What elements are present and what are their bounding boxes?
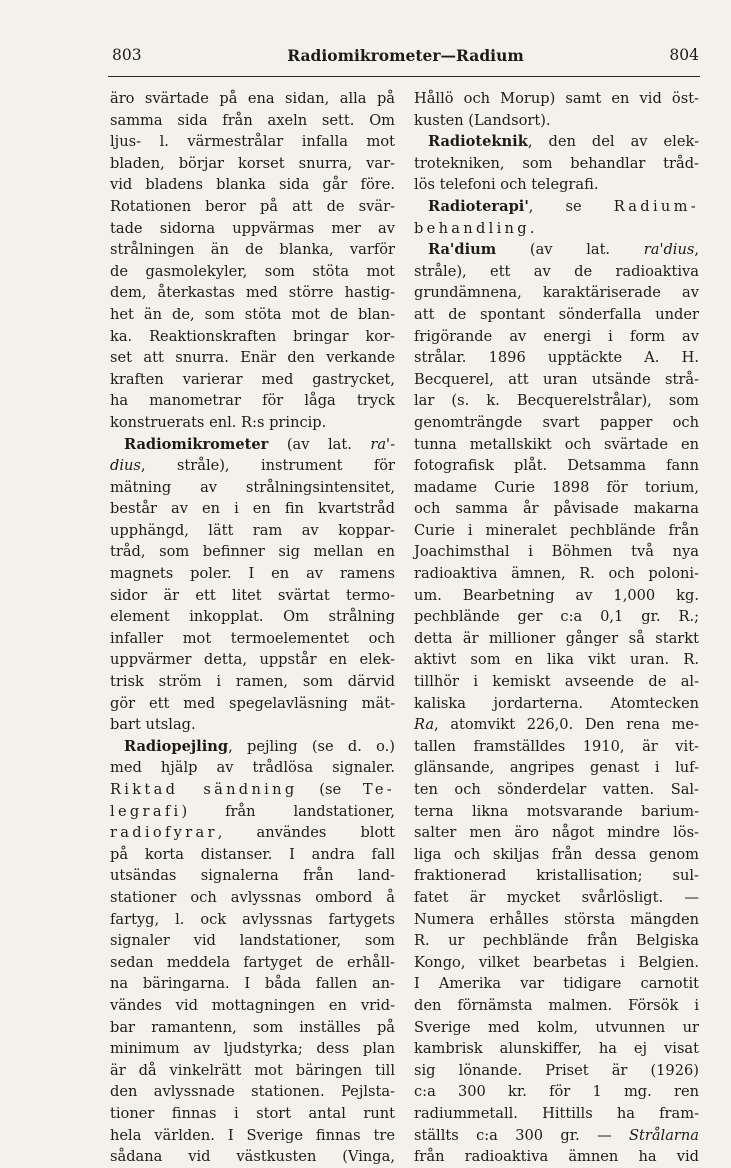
text-line: upphängd, lätt ram av koppar- [110,521,395,539]
header-rule [108,76,700,77]
text-line: de gasmolekyler, som stöta mot [110,262,395,280]
text-line: kaliska jordarterna. Atomtecken [414,694,699,712]
text-line: Numera erhålles största mängden [414,910,699,928]
text-line: trisk ström i ramen, som därvid [110,673,395,691]
text-line: magnets poler. I en av ramens [110,565,395,583]
page-header [112,46,699,70]
text-line: ställts c:a 300 gr. — Strålarna [414,1126,699,1144]
text-line: fraktionerad kristallisation; sul- [414,867,699,885]
text-line: Ra'dium (av lat. ra'dius, [428,241,699,259]
text-line: kusten (Landsort). [414,111,551,129]
text-line: radiummetall. Hittills ha fram- [414,1104,699,1122]
text-line: tioner finnas i stort antal runt [110,1104,395,1122]
text-line: äro svärtade på ena sidan, alla på [110,90,395,107]
right-text-column [414,88,699,1168]
text-line: ka. Reaktionskraften bringar kor- [110,327,395,345]
text-line: den förnämsta malmen. Försök i [414,996,699,1014]
text-line: set att snurra. Enär den verkande [110,349,395,367]
text-line: salter men äro något mindre lös- [414,824,699,842]
page-number-left: 803 [112,46,142,64]
text-line: Curie i mineralet pechblände från [414,521,699,539]
text-line: med hjälp av trådlösa signaler. [110,759,395,777]
text-line: tråd, som befinner sig mellan en [110,543,395,561]
text-line: Hållö och Morup) samt en vid öst- [414,90,699,107]
text-line: lös telefoni och telegrafi. [414,176,599,194]
text-line: pechblände ger c:a 0,1 gr. R.; [414,608,699,626]
text-line: trotekniken, som behandlar tråd- [414,154,699,172]
text-line: Rotationen beror på att de svär- [110,197,395,215]
text-line: Radiomikrometer (av lat. ra'- [124,435,395,453]
text-line: strålningen än de blanka, varför [110,241,395,259]
text-line: radiofyrar, användes blott [110,824,395,842]
text-line: vändes vid mottagningen en vrid- [110,996,395,1014]
text-line: fartyg, l. ock avlyssnas fartygets [110,910,395,928]
text-line: tunna metallskikt och svärtade en [414,435,699,453]
text-line: genomträngde svart papper och [414,413,699,431]
text-line: tillhör i kemiskt avseende de al- [414,673,699,691]
text-line: na bäringarna. I båda fallen an- [110,975,395,993]
text-line: samma sida från axeln sett. Om [110,111,395,129]
text-line: het än de, som stöta mot de blan- [110,305,395,323]
text-line: Sverige med kolm, utvunnen ur [414,1018,699,1036]
text-line: från radioaktiva ämnen ha vid [414,1148,699,1166]
text-line: glänsande, angripes genast i luf- [414,759,699,777]
text-line: frigörande av energi i form av [414,327,699,345]
text-line: uppvärmer detta, uppstår en elek- [110,651,395,669]
text-line: gör ett med spegelavläsning mät- [110,694,395,712]
text-line: utsändas signalerna från land- [110,867,395,885]
text-line: konstruerats enl. R:s princip. [110,413,327,431]
text-line: ten och sönderdelar vatten. Sal- [414,781,699,798]
left-text-column [110,88,395,1168]
text-line: infaller mot termoelementet och [110,629,395,647]
text-line: och samma år påvisade makarna [414,500,699,518]
text-line: lar (s. k. Becquerelstrålar), som [414,392,699,410]
text-line: fatet är mycket svårlösligt. — [414,888,699,906]
text-line: kraften varierar med gastrycket, [110,370,395,388]
text-line: Joachimsthal i Böhmen två nya [414,543,699,561]
text-line: mätning av strålningsintensitet, [110,478,395,496]
text-line: stråle), ett av de radioaktiva [414,262,699,280]
text-line: är då vinkelrätt mot bäringen till [110,1061,395,1079]
text-line: sig lönande. Priset är (1926) [414,1061,699,1079]
text-line: Radiopejling, pejling (se d. o.) [124,737,395,755]
text-line: minimum av ljudstyrka; dess plan [110,1040,395,1058]
text-line: strålar. 1896 upptäckte A. H. [414,349,699,367]
text-line: tallen framställdes 1910, är vit- [414,737,699,755]
text-line: c:a 300 kr. för 1 mg. ren [414,1083,699,1101]
text-line: R. ur pechblände från Belgiska [414,932,699,950]
text-line: behandling. [414,219,535,237]
text-line: ljus- l. värmestrålar infalla mot [110,133,395,151]
text-line: legrafi) från landstationer, [110,802,395,820]
text-line: detta är millioner gånger så starkt [414,629,699,647]
text-line: bladen, börjar korset snurra, var- [110,154,395,172]
text-line: hela världen. I Sverige finnas tre [110,1126,395,1144]
text-line: liga och skiljas från dessa genom [414,845,699,863]
text-line: madame Curie 1898 för torium, [414,478,699,496]
text-line: Radioteknik, den del av elek- [428,133,699,151]
text-line: dius, stråle), instrument för [110,457,395,475]
text-line: Riktad sändning (se Te- [110,781,395,798]
text-line: ha manometrar för låga tryck [110,392,395,410]
text-line: I Amerika var tidigare carnotit [414,975,699,993]
text-line: att de spontant sönderfalla under [414,305,699,323]
running-title: Radiomikrometer—Radium [287,46,524,65]
text-line: Radioterapi', se Radium- [428,197,699,215]
text-line: fotografisk plåt. Detsamma fann [414,457,699,475]
text-line: radioaktiva ämnen, R. och poloni- [414,565,699,583]
text-line: sådana vid västkusten (Vinga, [110,1148,395,1166]
text-line: på korta distanser. I andra fall [110,845,395,863]
text-line: stationer och avlyssnas ombord å [110,888,395,906]
text-line: Ra, atomvikt 226,0. Den rena me- [414,716,699,734]
text-line: um. Bearbetning av 1,000 kg. [414,586,699,604]
text-line: element inkopplat. Om strålning [110,608,395,626]
text-line: grundämnena, karaktäriserade av [414,284,699,302]
text-line: bart utslag. [110,716,196,734]
text-line: kambrisk alunskiffer, ha ej visat [414,1040,699,1058]
text-line: bar ramantenn, som inställes på [110,1018,395,1036]
text-line: sedan meddela fartyget de erhåll- [110,953,395,971]
text-line: vid bladens blanka sida går före. [110,176,395,194]
text-line: signaler vid landstationer, som [110,932,395,950]
text-line: aktivt som en lika vikt uran. R. [414,651,699,669]
text-line: består av en i en fin kvartstråd [110,500,395,518]
page-number-right: 804 [669,46,699,64]
text-line: terna likna motsvarande barium- [414,802,699,820]
text-line: den avlyssnade stationen. Pejlsta- [110,1083,395,1101]
text-line: tade sidorna uppvärmas mer av [110,219,395,237]
text-line: Kongo, vilket bearbetas i Belgien. [414,953,699,971]
text-line: Becquerel, att uran utsände strå- [414,370,699,388]
text-line: dem, återkastas med större hastig- [110,284,395,302]
text-line: sidor är ett litet svärtat termo- [110,586,395,604]
